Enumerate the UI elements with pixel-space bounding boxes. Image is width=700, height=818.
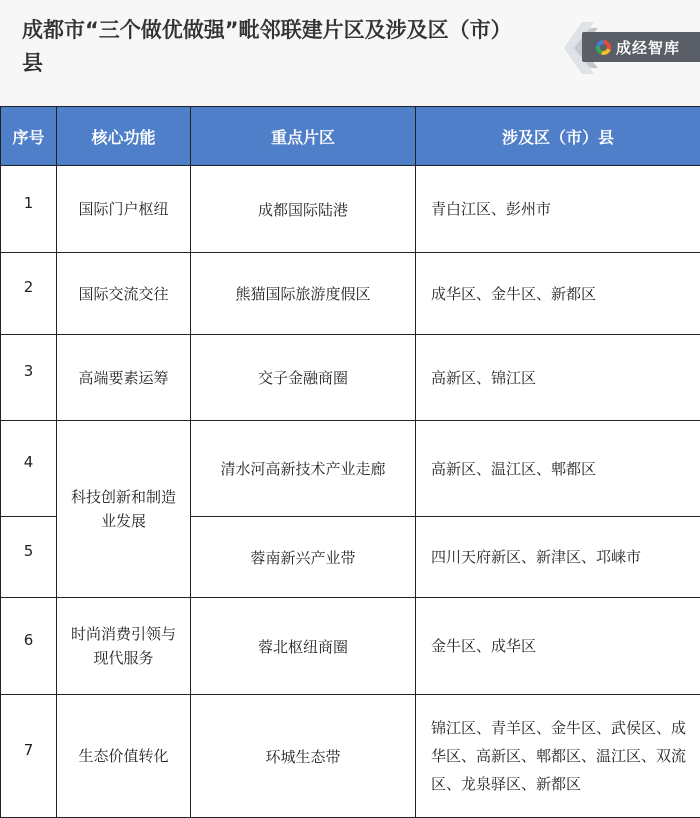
row-districts: 成华区、金牛区、新都区 bbox=[416, 253, 700, 335]
table-row bbox=[1, 166, 700, 253]
row-districts: 高新区、锦江区 bbox=[416, 335, 700, 421]
row-function: 时尚消费引领与现代服务 bbox=[57, 598, 191, 695]
row-area: 环城生态带 bbox=[191, 695, 416, 818]
row-function: 生态价值转化 bbox=[57, 695, 191, 818]
row-area: 成都国际陆港 bbox=[191, 166, 416, 253]
row-area: 蓉南新兴产业带 bbox=[191, 517, 416, 598]
row-area: 熊猫国际旅游度假区 bbox=[191, 253, 416, 335]
row-index: 2 bbox=[1, 253, 57, 335]
header-districts: 涉及区（市）县 bbox=[416, 107, 700, 166]
table-header-row bbox=[1, 107, 700, 166]
row-area: 交子金融商圈 bbox=[191, 335, 416, 421]
row-districts: 锦江区、青羊区、金牛区、武侯区、成华区、高新区、郫都区、温江区、双流区、龙泉驿区、新都区 bbox=[416, 695, 700, 818]
row-function: 国际门户枢纽 bbox=[57, 166, 191, 253]
logo-text: 成经智库 bbox=[616, 37, 680, 58]
row-index: 1 bbox=[1, 166, 57, 253]
row-index: 5 bbox=[1, 517, 57, 598]
table-row bbox=[1, 335, 700, 421]
table-row bbox=[1, 421, 700, 517]
row-districts: 高新区、温江区、郫都区 bbox=[416, 421, 700, 517]
table-row bbox=[1, 253, 700, 335]
table-row bbox=[1, 598, 700, 695]
row-districts: 金牛区、成华区 bbox=[416, 598, 700, 695]
logo bbox=[560, 18, 700, 76]
row-index: 4 bbox=[1, 421, 57, 517]
row-districts: 青白江区、彭州市 bbox=[416, 166, 700, 253]
row-districts: 四川天府新区、新津区、邛崃市 bbox=[416, 517, 700, 598]
page-title: 成都市“三个做优做强”毗邻联建片区及涉及区（市）县 bbox=[22, 14, 522, 80]
row-area: 蓉北枢纽商圈 bbox=[191, 598, 416, 695]
header-function: 核心功能 bbox=[57, 107, 191, 166]
header-area: 重点片区 bbox=[191, 107, 416, 166]
row-index: 7 bbox=[1, 695, 57, 818]
data-table bbox=[0, 106, 700, 818]
row-index: 6 bbox=[1, 598, 57, 695]
row-function: 国际交流交往 bbox=[57, 253, 191, 335]
header-index: 序号 bbox=[1, 107, 57, 166]
chengjing-logo-icon bbox=[596, 40, 611, 55]
row-function: 科技创新和制造业发展 bbox=[57, 421, 191, 598]
logo-badge bbox=[582, 32, 700, 62]
row-index: 3 bbox=[1, 335, 57, 421]
row-area: 清水河高新技术产业走廊 bbox=[191, 421, 416, 517]
row-function: 高端要素运筹 bbox=[57, 335, 191, 421]
